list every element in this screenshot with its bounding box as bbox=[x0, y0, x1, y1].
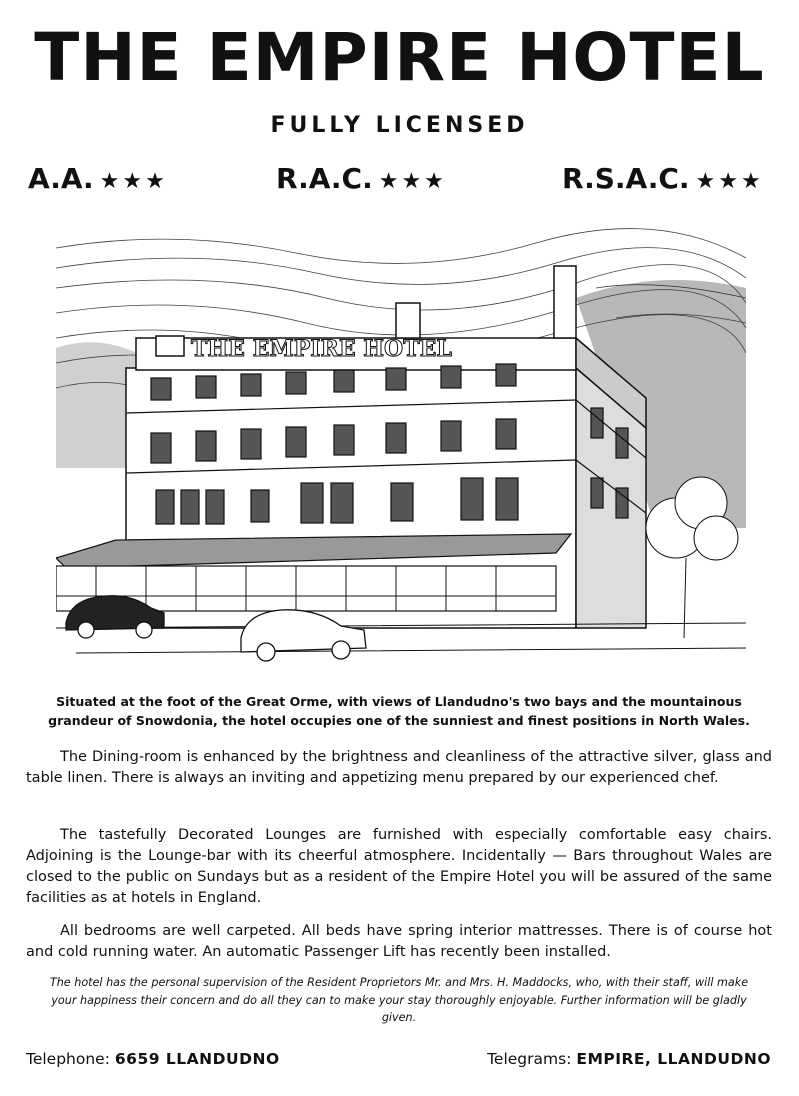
proprietors-note: The hotel has the personal supervision of the Resident Proprietors Mr. and Mrs. H. Maddocks, who, with their staff, will make your happiness their concern and do all they can to make your stay thoroughly enjoyable. Further information will be gladly given. bbox=[49, 976, 749, 1024]
bedrooms-paragraph: All bedrooms are well carpeted. All beds have spring interior mattresses. There is of course hot and cold running water. An automatic Passenger Lift has recently been installed. bbox=[26, 923, 772, 960]
rating-rac-stars: ★★★ bbox=[378, 169, 447, 194]
telegrams-value: EMPIRE, LLANDUDNO bbox=[576, 1050, 771, 1068]
hotel-sign-text: THE EMPIRE HOTEL bbox=[191, 336, 452, 362]
telephone-value: 6659 LLANDUDNO bbox=[114, 1050, 280, 1068]
rating-aa-label: A.A. bbox=[28, 162, 94, 195]
rating-rsac-stars: ★★★ bbox=[695, 169, 764, 194]
rating-rac bbox=[276, 162, 447, 199]
rating-aa bbox=[28, 162, 168, 199]
dining-paragraph: The Dining-room is enhanced by the brightness and cleanliness of the attractive silver, glass and table linen. There is always an inviting and appetizing menu prepared by our experienced chef. bbox=[26, 749, 772, 786]
telephone-label: Telephone: bbox=[26, 1050, 110, 1068]
rating-rsac bbox=[562, 162, 764, 199]
rating-rsac-label: R.S.A.C. bbox=[562, 162, 690, 195]
license-subtitle: FULLY LICENSED bbox=[270, 113, 529, 138]
telegrams-label: Telegrams: bbox=[487, 1050, 572, 1068]
lounges-paragraph: The tastefully Decorated Lounges are furnished with especially comfortable easy chairs. Adjoining is the Lounge-bar with its cheerful atmosphere. Incidentally — Bars throughout Wales are closed to the public on Sundays but as a resident of the Empire Hotel you will be assured of the same facilities as at hotels in England. bbox=[26, 827, 772, 906]
intro-paragraph: Situated at the foot of the Great Orme, with views of Llandudno's two bays and the mountainous grandeur of Snowdonia, the hotel occupies one of the sunniest and finest positions in North Wales. bbox=[48, 694, 750, 728]
rating-aa-stars: ★★★ bbox=[99, 169, 168, 194]
hotel-illustration bbox=[56, 228, 746, 668]
telephone-line bbox=[26, 1048, 280, 1070]
telegrams-line bbox=[487, 1048, 771, 1070]
rating-rac-label: R.A.C. bbox=[276, 162, 373, 195]
hotel-title: THE EMPIRE HOTEL bbox=[34, 19, 765, 96]
